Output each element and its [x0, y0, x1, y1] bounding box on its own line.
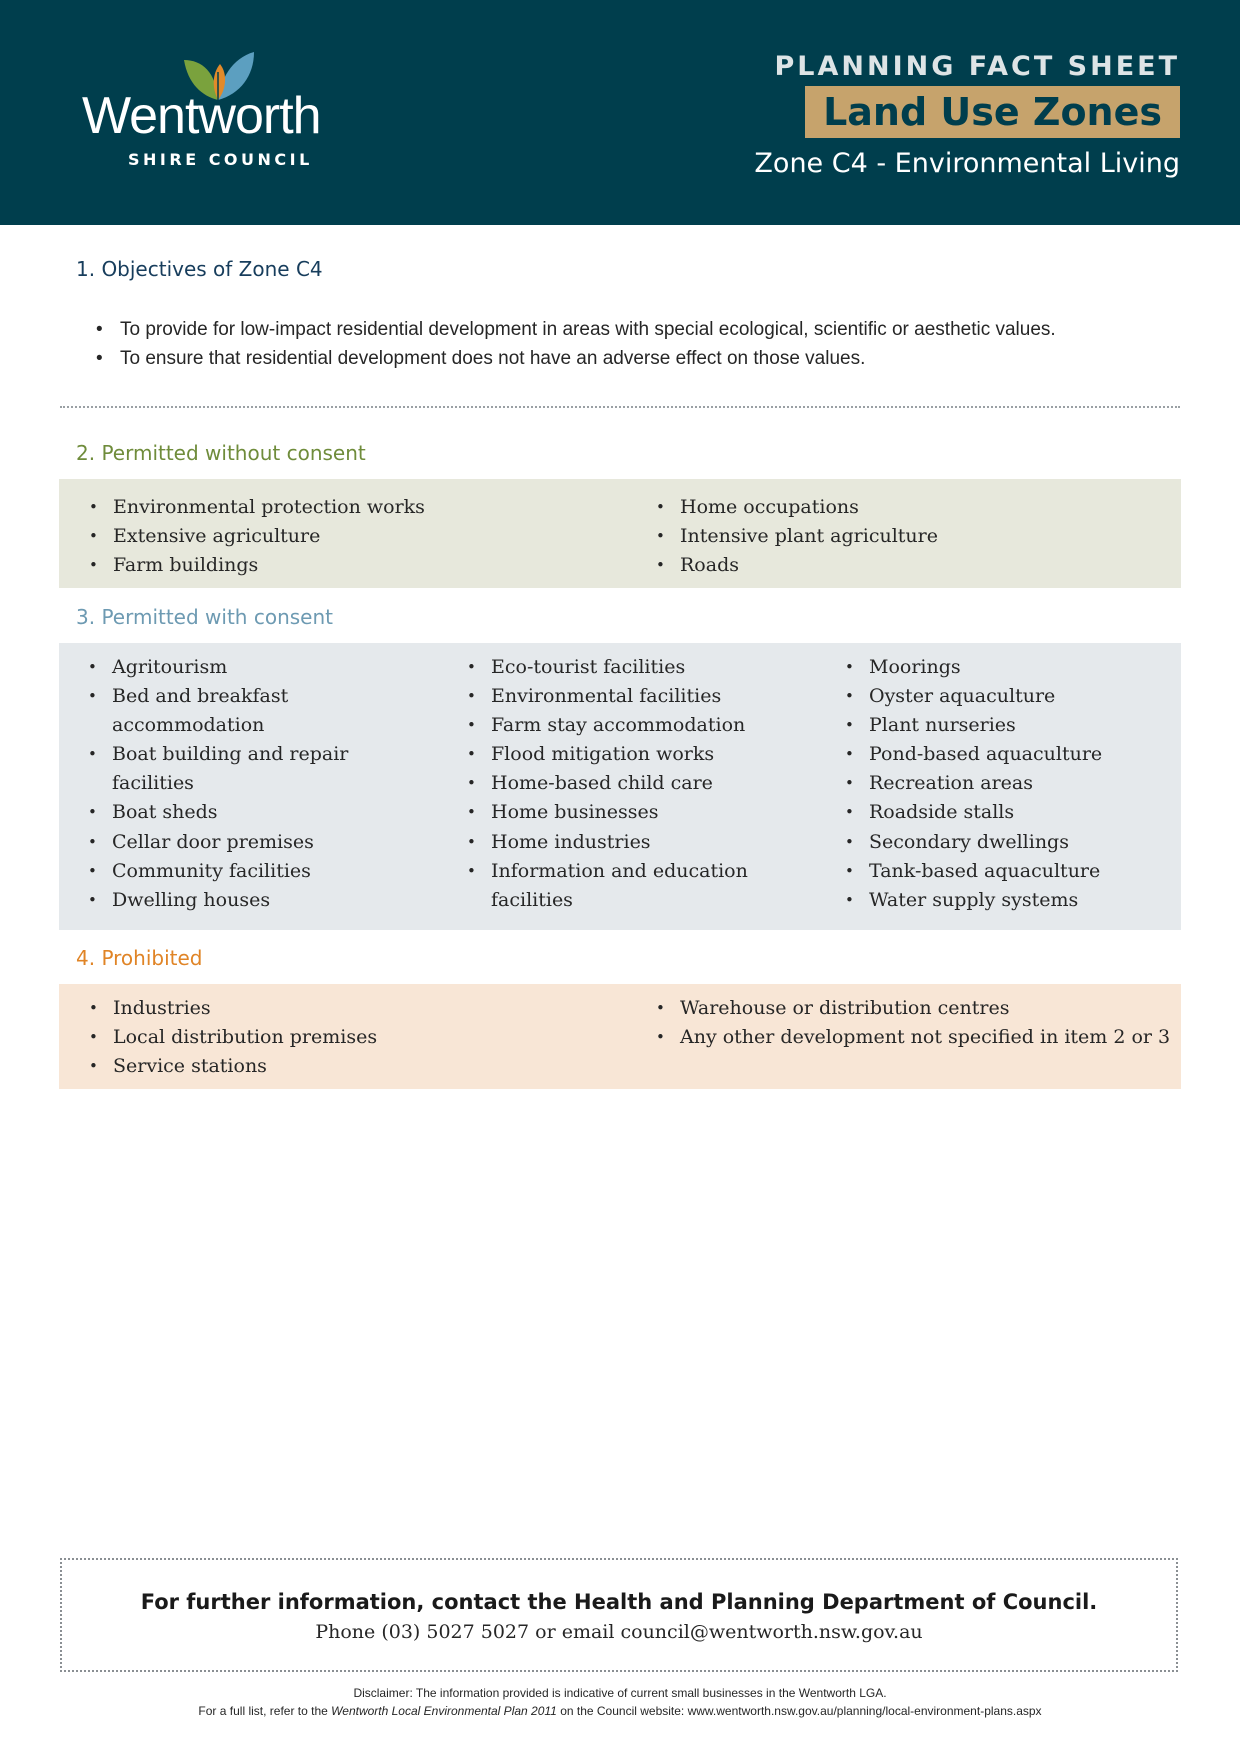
list-item: • Flood mitigation works [467, 740, 797, 769]
list-item: • Dwelling houses [88, 886, 418, 915]
list-column [89, 994, 589, 1081]
permitted-with-consent-panel [59, 643, 1181, 930]
list-item: • Pond-based aquaculture [845, 740, 1175, 769]
list-item: • Local distribution premises [89, 1023, 589, 1052]
list-item: • Environmental facilities [467, 682, 797, 711]
list-item: • Intensive plant agriculture [656, 522, 1156, 551]
list-item: • Agritourism [88, 653, 418, 682]
list-item: • Bed and breakfast accommodation [88, 682, 418, 740]
list-item: • Any other development not specified in item 2 or 3 [656, 1023, 1176, 1052]
contact-title: For further information, contact the Health and Planning Department of Council. [140, 1590, 1098, 1614]
list-column [88, 653, 418, 915]
list-column [467, 653, 797, 915]
list-item: • Home businesses [467, 798, 797, 827]
objectives-list [96, 315, 1176, 373]
list-column [656, 994, 1176, 1052]
list-column [845, 653, 1175, 915]
list-item: • Farm buildings [89, 551, 589, 580]
list-item: • Roadside stalls [845, 798, 1175, 827]
list-item: • Service stations [89, 1052, 589, 1081]
disclaimer-line: Disclaimer: The information provided is indicative of current small businesses in the Wentworth LGA. [353, 1686, 887, 1700]
permitted-without-consent-panel [59, 479, 1181, 588]
list-item: • Tank-based aquaculture [845, 857, 1175, 886]
disclaimer-prefix: For a full list, refer to the [198, 1704, 328, 1718]
list-item: • Eco-tourist facilities [467, 653, 797, 682]
list-item: • Community facilities [88, 857, 418, 886]
list-item: • Information and education facilities [467, 857, 797, 915]
logo-subtitle: SHIRE COUNCIL [128, 150, 313, 169]
list-item: • To ensure that residential development does not have an adverse effect on those values. [96, 344, 1176, 373]
list-item: • Farm stay accommodation [467, 711, 797, 740]
council-logo [82, 50, 362, 170]
contact-details: Phone (03) 5027 5027 or email council@wentworth.nsw.gov.au [315, 1621, 923, 1643]
zone-subtitle: Zone C4 - Environmental Living [754, 148, 1180, 179]
list-item: • Roads [656, 551, 1156, 580]
permitted-without-consent-heading: 2. Permitted without consent [76, 441, 366, 465]
contact-box [60, 1558, 1178, 1672]
list-item: • Home industries [467, 828, 797, 857]
fact-sheet-kicker: PLANNING FACT SHEET [774, 51, 1180, 82]
objectives-heading: 1. Objectives of Zone C4 [76, 257, 323, 281]
list-item: • Boat building and repair facilities [88, 740, 418, 798]
list-item: • Home occupations [656, 493, 1156, 522]
list-column [656, 493, 1156, 580]
list-item: • Industries [89, 994, 589, 1023]
disclaimer-suffix: on the Council website: www.wentworth.nsw.gov.au/planning/local-environment-plans.aspx [560, 1704, 1042, 1718]
list-item: • Home-based child care [467, 769, 797, 798]
header-titles [660, 50, 1180, 182]
list-item: • Warehouse or distribution centres [656, 994, 1176, 1023]
list-item: • Plant nurseries [845, 711, 1175, 740]
list-item: • Recreation areas [845, 769, 1175, 798]
list-item: • Moorings [845, 653, 1175, 682]
list-item: • Extensive agriculture [89, 522, 589, 551]
page-title: Land Use Zones [805, 86, 1180, 138]
dotted-divider [60, 406, 1180, 408]
list-column [89, 493, 589, 580]
list-item: • Oyster aquaculture [845, 682, 1175, 711]
prohibited-panel [59, 984, 1181, 1089]
list-item: • Boat sheds [88, 798, 418, 827]
permitted-with-consent-heading: 3. Permitted with consent [76, 605, 333, 629]
lep-title: Wentworth Local Environmental Plan 2011 [331, 1704, 557, 1718]
list-item: • To provide for low-impact residential development in areas with special ecological, scientific or aesthetic values. [96, 315, 1176, 344]
logo-wordmark: Wentworth [82, 87, 321, 145]
disclaimer-reference [0, 1702, 1240, 1720]
page-header [0, 0, 1240, 225]
disclaimer [0, 1684, 1240, 1720]
prohibited-heading: 4. Prohibited [76, 946, 203, 970]
list-item: • Secondary dwellings [845, 828, 1175, 857]
list-item: • Environmental protection works [89, 493, 589, 522]
list-item: • Cellar door premises [88, 828, 418, 857]
list-item: • Water supply systems [845, 886, 1175, 915]
